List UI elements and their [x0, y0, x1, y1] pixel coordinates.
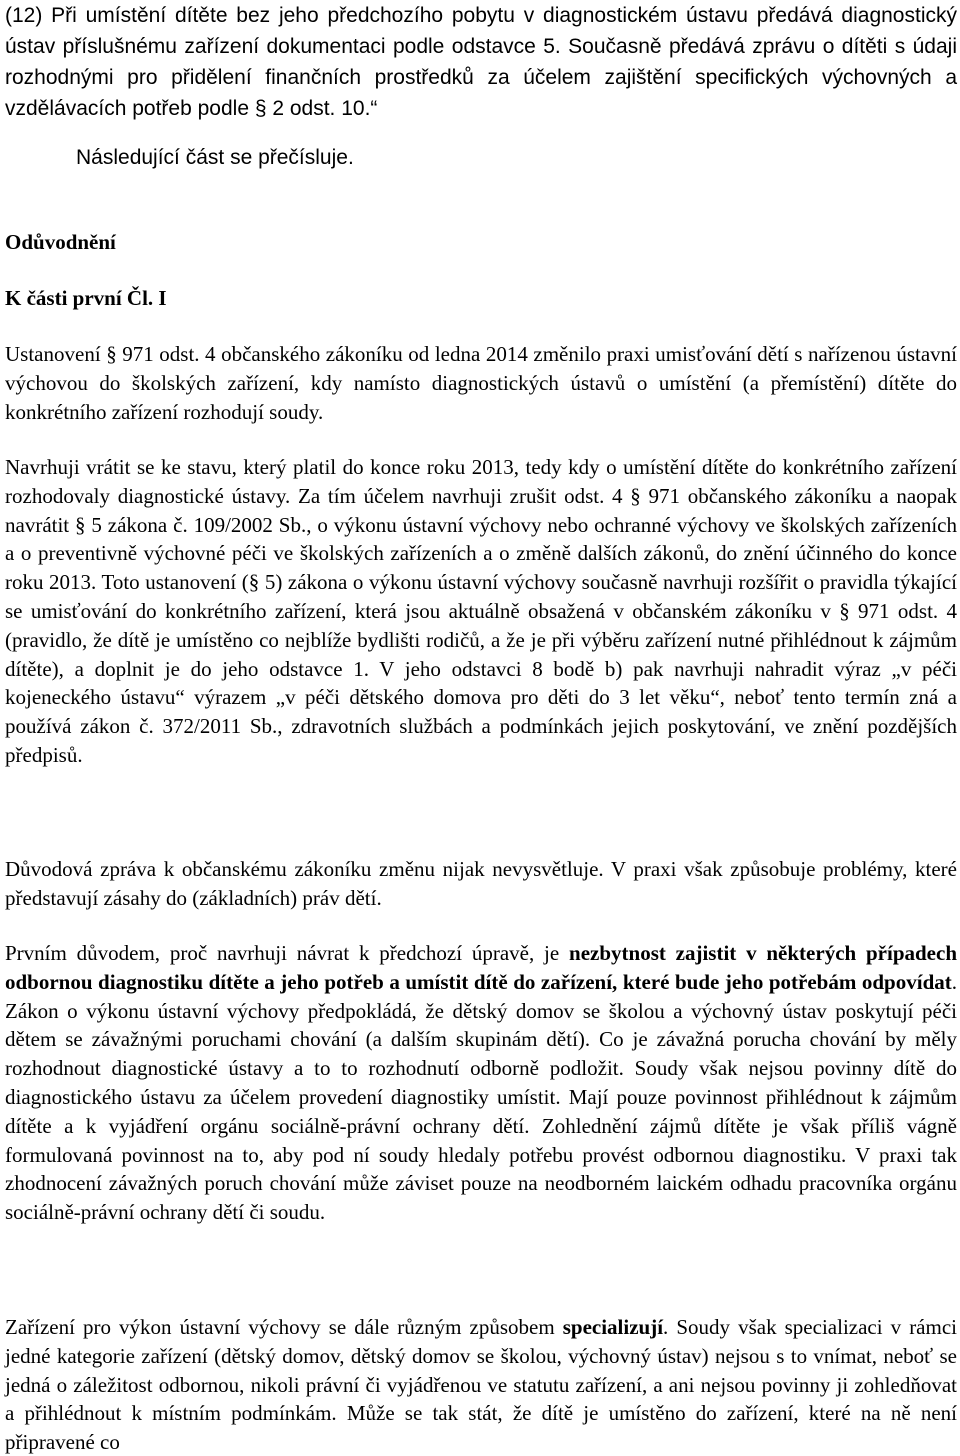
- paragraph-explanatory-report: Důvodová zpráva k občanskému zákoníku změnu nijak nevysvětluje. V praxi však způsobuje problémy, které představují zásahy do (základních) práv dětí.: [5, 857, 957, 910]
- first-reason-emphasis: nezbytnost zajistit v některých případech odbornou diagnostiku dítěte a jeho potřeb a umístit dítě do zařízení, které bude jeho potřebám odpovídat: [5, 941, 958, 994]
- paragraph-proposal: Navrhuji vrátit se ke stavu, který platil do konce roku 2013, tedy kdy o umístění dítěte do konkrétního zařízení rozhodovaly diagnostické ústavy. Za tím účelem navrhuji zrušit odst. 4 § 971 občanského zákoníku a naopak navrátit § 5 zákona č. 109/2002 Sb., o výkonu ústavní výchovy nebo ochranné výchovy ve školských zařízeních a o preventivně výchovné péči ve školských zařízeních a o změně dalších zákonů, do znění účinného do konce roku 2013. Toto ustanovení (§ 5) zákona o výkonu ústavní výchovy současně navrhuji rozšířit o pravidla týkající se umisťování do konkrétního zařízení, která jsou aktuálně obsažená v občanském zákoníku v § 971 odst. 4 (pravidlo, že dítě je umístěno co nejblíže bydlišti rodičů, a že je při výběru zařízení nutné přihlédnout k zájmům dítěte), a doplnit je do jeho odstavce 1. V jeho odstavci 8 bodě b) pak navrhuji nahradit výraz „v péči kojeneckého ústavu“ výrazem „v péči dětského domova pro děti do 3 let věku“, neboť tento termín zná a používá zákon č. 372/2011 Sb., zdravotních službách a podmínkách jejich poskytování, ve znění pozdějších předpisů.: [5, 455, 957, 767]
- section-heading-justification: Odůvodnění: [5, 230, 116, 254]
- section-heading-part-one: K části první Čl. I: [5, 286, 167, 310]
- specialization-rest: . Soudy však specializaci v rámci jedné kategorie zařízení (dětský domov, dětský domov se školou, výchovný ústav) nejsou s to vnímat, neboť se jedná o záležitost odbornou, nikoli právní či vyjádřenou ve statutu zařízení, a ani nejsou povinny ji zohledňovat a přihlédnout k místním podmínkám. Může se tak stát, že dítě je umístěno do zařízení, které na ně není připravené co: [5, 1315, 957, 1455]
- first-reason-lead: Prvním důvodem, proč navrhuji návrat k předchozí úpravě, je: [5, 941, 570, 965]
- specialization-lead: Zařízení pro výkon ústavní výchovy se dále různým způsobem: [5, 1315, 563, 1339]
- paragraph-first-reason: [5, 939, 957, 1227]
- paragraph-provision: Ustanovení § 971 odst. 4 občanského zákoníku od ledna 2014 změnilo praxi umisťování dětí s nařízenou ústavní výchovou do školských zařízení, kdy namísto diagnostických ústavů o umístění (a přemístění) dítěte do konkrétního zařízení rozhodují soudy.: [5, 342, 957, 424]
- renumbering-note: Následující část se přečísluje.: [76, 146, 354, 169]
- paragraph-specialization: [5, 1313, 957, 1456]
- specialization-emphasis: specializují: [562, 1315, 664, 1339]
- intro-paragraph: (12) Při umístění dítěte bez jeho předchozího pobytu v diagnostickém ústavu předává diagnostický ústav příslušnému zařízení dokumentaci podle odstavce 5. Současně předává zprávu o dítěti s údaji rozhodnými pro přidělení finančních prostředků za účelem zajištění specifických výchovných a vzdělávacích potřeb podle § 2 odst. 10.“: [5, 4, 957, 120]
- first-reason-rest: . Zákon o výkonu ústavní výchovy předpokládá, že dětský domov se školou a výchovný ústav poskytují péči dětem se závažnými poruchami chování (a dalším skupinám dětí). Co je závažná porucha chování by měly rozhodnout diagnostické ústavy a to to rozhodnutí odborně podložit. Soudy však nejsou povinny dítě do diagnostického ústavu za účelem provedení diagnostiky umístit. Mají pouze povinnost přihlédnout k zájmům dítěte a k vyjádření orgánu sociálně-právní ochrany dětí. Zohlednění zájmů dítěte je však příliš vágně formulovaná povinnost na to, aby pod ní soudy hledaly potřebu provést odbornou diagnostiku. V praxi tak zhodnocení závažných poruch chování může záviset pouze na neodborném laickém odhadu pracovníka orgánu sociálně-právní ochrany dětí či soudu.: [5, 969, 957, 1225]
